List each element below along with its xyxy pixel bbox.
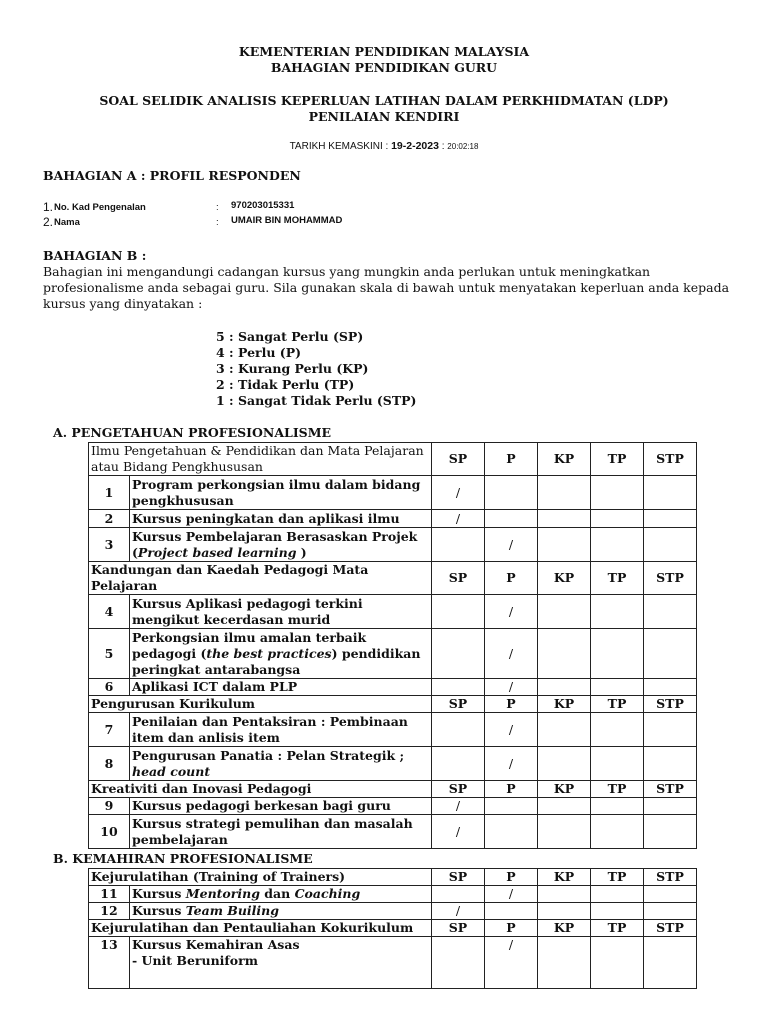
category-row (89, 869, 697, 886)
cell-kp[interactable] (538, 629, 591, 679)
cell-p[interactable] (485, 510, 538, 528)
cell-kp[interactable] (538, 528, 591, 562)
table-row (89, 903, 697, 920)
table-row (89, 510, 697, 528)
row-number: 5 (89, 629, 130, 679)
table-row (89, 713, 697, 747)
course-name: Program perkongsian ilmu dalam bidang pengkhususan (130, 476, 432, 510)
row-number: 11 (89, 886, 130, 903)
part-b-title: B. KEMAHIRAN PROFESIONALISME (53, 851, 313, 866)
cell-p[interactable]: / (485, 595, 538, 629)
col-tp: TP (591, 443, 644, 476)
cell-sp[interactable] (432, 886, 485, 903)
col-tp: TP (591, 920, 644, 937)
row-number: 12 (89, 903, 130, 920)
row-number: 9 (89, 798, 130, 815)
col-sp: SP (432, 920, 485, 937)
col-sp: SP (432, 443, 485, 476)
row-number: 10 (89, 815, 130, 849)
cell-p[interactable] (485, 798, 538, 815)
table-row (89, 528, 697, 562)
cell-tp[interactable] (591, 679, 644, 696)
col-stp: STP (644, 562, 697, 595)
col-kp: KP (538, 869, 591, 886)
category-label: Kandungan dan Kaedah Pedagogi Mata Pelajaran (89, 562, 432, 595)
cell-kp[interactable] (538, 679, 591, 696)
table-row (89, 629, 697, 679)
col-p: P (485, 869, 538, 886)
cell-tp[interactable] (591, 510, 644, 528)
cell-p[interactable]: / (485, 629, 538, 679)
cell-kp[interactable] (538, 903, 591, 920)
cell-tp[interactable] (591, 798, 644, 815)
field-number: 1. (43, 200, 54, 214)
update-label: TARIKH KEMASKINI : (289, 141, 389, 152)
cell-tp[interactable] (591, 528, 644, 562)
col-kp: KP (538, 696, 591, 713)
update-sep: : (441, 141, 445, 152)
cell-stp[interactable] (644, 713, 697, 747)
cell-p[interactable]: / (485, 937, 538, 989)
category-label: Pengurusan Kurikulum (89, 696, 432, 713)
field-value: 970203015331 (231, 200, 295, 211)
field-value: UMAIR BIN MOHAMMAD (231, 215, 343, 226)
field-colon: : (216, 217, 219, 228)
category-label: Kejurulatihan (Training of Trainers) (89, 869, 432, 886)
cell-p[interactable]: / (485, 886, 538, 903)
part-b-table (88, 868, 697, 989)
col-tp: TP (591, 696, 644, 713)
cell-tp[interactable] (591, 476, 644, 510)
category-label: Kejurulatihan dan Pentauliahan Kokurikulum (89, 920, 432, 937)
category-row (89, 562, 697, 595)
cell-kp[interactable] (538, 510, 591, 528)
cell-stp[interactable] (644, 815, 697, 849)
section-a-title: BAHAGIAN A : PROFIL RESPONDEN (43, 168, 301, 183)
course-name: Kursus Pembelajaran Berasaskan Projek (Project based learning ) (130, 528, 432, 562)
row-number: 4 (89, 595, 130, 629)
col-tp: TP (591, 781, 644, 798)
cell-kp[interactable] (538, 476, 591, 510)
cell-kp[interactable] (538, 886, 591, 903)
section-b-intro: Bahagian ini mengandungi cadangan kursus yang mungkin anda perlukan untuk meningkatkan profesionalisme anda sebagai guru. Sila gunakan skala di bawah untuk menyatakan keperluan anda kepada kursus yang dinyatakan : (43, 264, 730, 311)
cell-sp[interactable]: / (432, 476, 485, 510)
col-sp: SP (432, 562, 485, 595)
cell-sp[interactable] (432, 595, 485, 629)
course-name: Pengurusan Panatia : Pelan Strategik ; head count (130, 747, 432, 781)
part-a-table (88, 442, 697, 849)
course-name: Perkongsian ilmu amalan terbaik pedagogi (the best practices) pendidikan peringkat antarabangsa (130, 629, 432, 679)
course-name: Aplikasi ICT dalam PLP (130, 679, 432, 696)
col-stp: STP (644, 696, 697, 713)
cell-p[interactable]: / (485, 528, 538, 562)
col-kp: KP (538, 920, 591, 937)
table-row (89, 937, 697, 989)
section-b-title: BAHAGIAN B : (43, 248, 147, 263)
cell-p[interactable]: / (485, 713, 538, 747)
cell-kp[interactable] (538, 815, 591, 849)
course-name: Kursus peningkatan dan aplikasi ilmu (130, 510, 432, 528)
col-sp: SP (432, 696, 485, 713)
cell-sp[interactable] (432, 629, 485, 679)
col-kp: KP (538, 562, 591, 595)
cell-stp[interactable] (644, 629, 697, 679)
cell-tp[interactable] (591, 629, 644, 679)
col-sp: SP (432, 781, 485, 798)
cell-sp[interactable]: / (432, 510, 485, 528)
col-p: P (485, 920, 538, 937)
course-name: Kursus pedagogi berkesan bagi guru (130, 798, 432, 815)
update-time: 20:02:18 (447, 142, 479, 151)
field-number: 2. (43, 215, 54, 229)
cell-tp[interactable] (591, 903, 644, 920)
cell-stp[interactable] (644, 747, 697, 781)
cell-stp[interactable] (644, 903, 697, 920)
update-date: 19-2-2023 (391, 140, 439, 152)
header-line-division: BAHAGIAN PENDIDIKAN GURU (270, 60, 498, 75)
cell-stp[interactable] (644, 595, 697, 629)
category-row (89, 781, 697, 798)
cell-sp[interactable] (432, 528, 485, 562)
category-label: Kreativiti dan Inovasi Pedagogi (89, 781, 432, 798)
course-name: Kursus Aplikasi pedagogi terkini mengikut kecerdasan murid (130, 595, 432, 629)
survey-subtitle: PENILAIAN KENDIRI (308, 109, 460, 124)
update-stamp (0, 140, 768, 152)
col-p: P (485, 443, 538, 476)
cell-tp[interactable] (591, 886, 644, 903)
cell-tp[interactable] (591, 937, 644, 989)
col-tp: TP (591, 562, 644, 595)
table-row (89, 815, 697, 849)
cell-stp[interactable] (644, 510, 697, 528)
table-row (89, 886, 697, 903)
table-row (89, 679, 697, 696)
cell-sp[interactable]: / (432, 798, 485, 815)
cell-sp[interactable] (432, 747, 485, 781)
row-number: 6 (89, 679, 130, 696)
col-kp: KP (538, 781, 591, 798)
survey-title: SOAL SELIDIK ANALISIS KEPERLUAN LATIHAN DALAM PERKHIDMATAN (LDP) (99, 93, 669, 108)
course-name: Kursus Team Builing (130, 903, 432, 920)
field-label: Nama (54, 217, 80, 228)
profile-field-name (43, 215, 343, 229)
cell-stp[interactable] (644, 886, 697, 903)
cell-sp[interactable]: / (432, 815, 485, 849)
cell-sp[interactable] (432, 713, 485, 747)
row-number: 2 (89, 510, 130, 528)
col-tp: TP (591, 869, 644, 886)
cell-tp[interactable] (591, 713, 644, 747)
row-number: 7 (89, 713, 130, 747)
row-number: 1 (89, 476, 130, 510)
table-row (89, 595, 697, 629)
course-name: Kursus strategi pemulihan dan masalah pembelajaran (130, 815, 432, 849)
cell-p[interactable] (485, 815, 538, 849)
part-a-title: A. PENGETAHUAN PROFESIONALISME (53, 425, 332, 440)
cell-p[interactable]: / (485, 679, 538, 696)
field-colon: : (216, 202, 219, 213)
cell-kp[interactable] (538, 937, 591, 989)
scale-item: 2 : Tidak Perlu (TP) (216, 377, 355, 392)
cell-stp[interactable] (644, 528, 697, 562)
cell-tp[interactable] (591, 815, 644, 849)
col-sp: SP (432, 869, 485, 886)
cell-tp[interactable] (591, 747, 644, 781)
cell-kp[interactable] (538, 798, 591, 815)
table-row (89, 747, 697, 781)
col-stp: STP (644, 443, 697, 476)
table-row (89, 798, 697, 815)
category-row (89, 920, 697, 937)
row-number: 8 (89, 747, 130, 781)
table-row (89, 476, 697, 510)
cell-tp[interactable] (591, 595, 644, 629)
course-name: Kursus Kemahiran Asas - Unit Beruniform (130, 937, 432, 989)
cell-p[interactable] (485, 476, 538, 510)
course-name: Kursus Mentoring dan Coaching (130, 886, 432, 903)
row-number: 3 (89, 528, 130, 562)
col-p: P (485, 562, 538, 595)
scale-item: 3 : Kurang Perlu (KP) (216, 361, 369, 376)
field-label: No. Kad Pengenalan (54, 202, 146, 213)
col-kp: KP (538, 443, 591, 476)
cell-p[interactable] (485, 903, 538, 920)
category-row (89, 443, 697, 476)
cell-kp[interactable] (538, 713, 591, 747)
category-row (89, 696, 697, 713)
cell-stp[interactable] (644, 798, 697, 815)
col-stp: STP (644, 920, 697, 937)
cell-sp[interactable] (432, 679, 485, 696)
rating-scale (216, 329, 416, 409)
cell-stp[interactable] (644, 679, 697, 696)
cell-sp[interactable]: / (432, 903, 485, 920)
profile-field-ic (43, 200, 295, 214)
scale-item: 5 : Sangat Perlu (SP) (216, 329, 364, 344)
cell-sp[interactable] (432, 937, 485, 989)
course-name: Penilaian dan Pentaksiran : Pembinaan item dan anlisis item (130, 713, 432, 747)
cell-stp[interactable] (644, 937, 697, 989)
cell-p[interactable]: / (485, 747, 538, 781)
category-label: Ilmu Pengetahuan & Pendidikan dan Mata Pelajaran atau Bidang Pengkhususan (89, 443, 432, 476)
col-p: P (485, 696, 538, 713)
header-line-ministry: KEMENTERIAN PENDIDIKAN MALAYSIA (238, 44, 530, 59)
col-stp: STP (644, 781, 697, 798)
scale-item: 1 : Sangat Tidak Perlu (STP) (216, 393, 417, 408)
col-stp: STP (644, 869, 697, 886)
col-p: P (485, 781, 538, 798)
cell-stp[interactable] (644, 476, 697, 510)
cell-kp[interactable] (538, 595, 591, 629)
row-number: 13 (89, 937, 130, 989)
scale-item: 4 : Perlu (P) (216, 345, 302, 360)
cell-kp[interactable] (538, 747, 591, 781)
